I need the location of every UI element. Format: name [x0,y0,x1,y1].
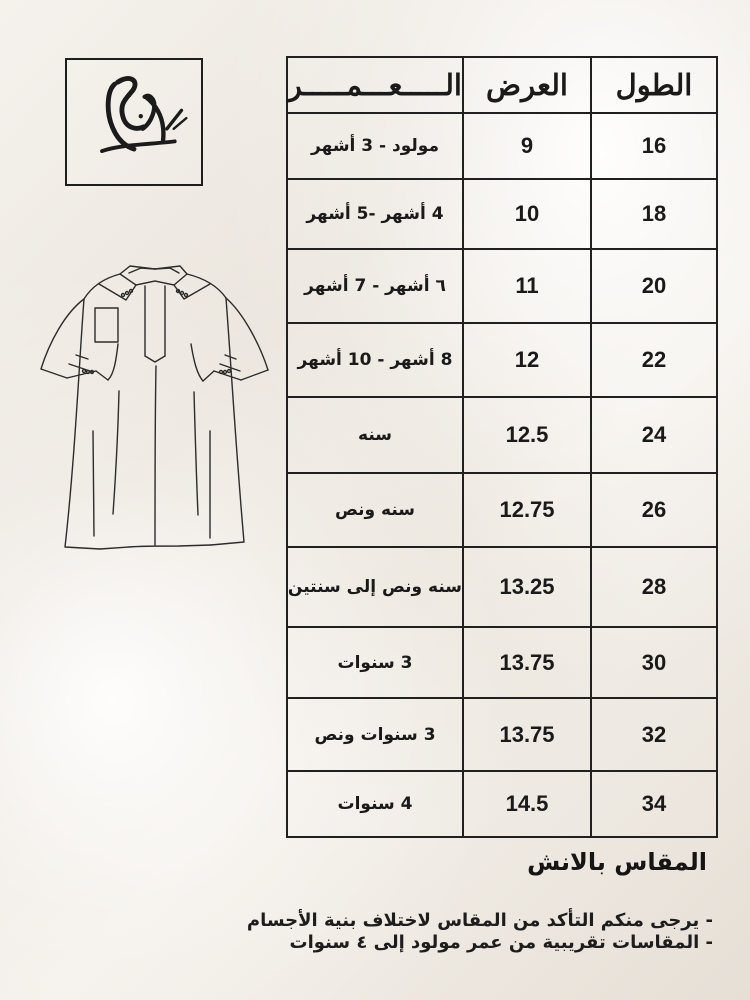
brand-logo [65,58,203,186]
length-cell: 26 [591,473,717,547]
table-row [287,113,717,179]
width-cell: 12.75 [463,473,591,547]
size-unit-note: المقاس بالانش [527,848,707,876]
table-row [287,179,717,249]
age-cell: 4 أشهر -5 أشهر [287,179,463,249]
length-cell: 24 [591,397,717,473]
table-row [287,698,717,771]
age-cell: 4 سنوات [287,771,463,837]
table-row [287,547,717,627]
notes-list [213,910,713,953]
width-cell: 10 [463,179,591,249]
age-cell: سنه ونص إلى سنتين [287,547,463,627]
table-row [287,771,717,837]
length-cell: 16 [591,113,717,179]
size-chart-table [286,56,718,838]
age-cell: 3 سنوات [287,627,463,698]
width-cell: 14.5 [463,771,591,837]
age-cell: سنه [287,397,463,473]
thobe-drawing-icon [34,260,276,560]
length-cell: 18 [591,179,717,249]
calligraphy-logo-icon [67,60,201,184]
table-row [287,473,717,547]
age-cell: 3 سنوات ونص [287,698,463,771]
note-item: - يرجى منكم التأكد من المقاس لاختلاف بنية الأجسام [246,910,713,931]
width-cell: 12 [463,323,591,397]
age-cell: سنه ونص [287,473,463,547]
length-cell: 28 [591,547,717,627]
table-row [287,249,717,323]
width-cell: 13.25 [463,547,591,627]
width-header: العرض [463,57,591,113]
width-cell: 9 [463,113,591,179]
note-item: - المقاسات تقريبية من عمر مولود إلى ٤ سنوات [289,931,713,953]
length-cell: 22 [591,323,717,397]
width-cell: 12.5 [463,397,591,473]
table-row [287,627,717,698]
length-header: الطول [591,57,717,113]
length-cell: 32 [591,698,717,771]
age-cell: ٦ أشهر - 7 أشهر [287,249,463,323]
width-cell: 13.75 [463,627,591,698]
width-cell: 11 [463,249,591,323]
garment-illustration [34,260,276,560]
width-cell: 13.75 [463,698,591,771]
table-header-row [287,57,717,113]
table-row [287,323,717,397]
length-cell: 30 [591,627,717,698]
length-cell: 20 [591,249,717,323]
table-row [287,397,717,473]
age-cell: مولود - 3 أشهر [287,113,463,179]
age-header: الـــــعـــمـــــر [287,57,463,113]
length-cell: 34 [591,771,717,837]
age-cell: 8 أشهر - 10 أشهر [287,323,463,397]
